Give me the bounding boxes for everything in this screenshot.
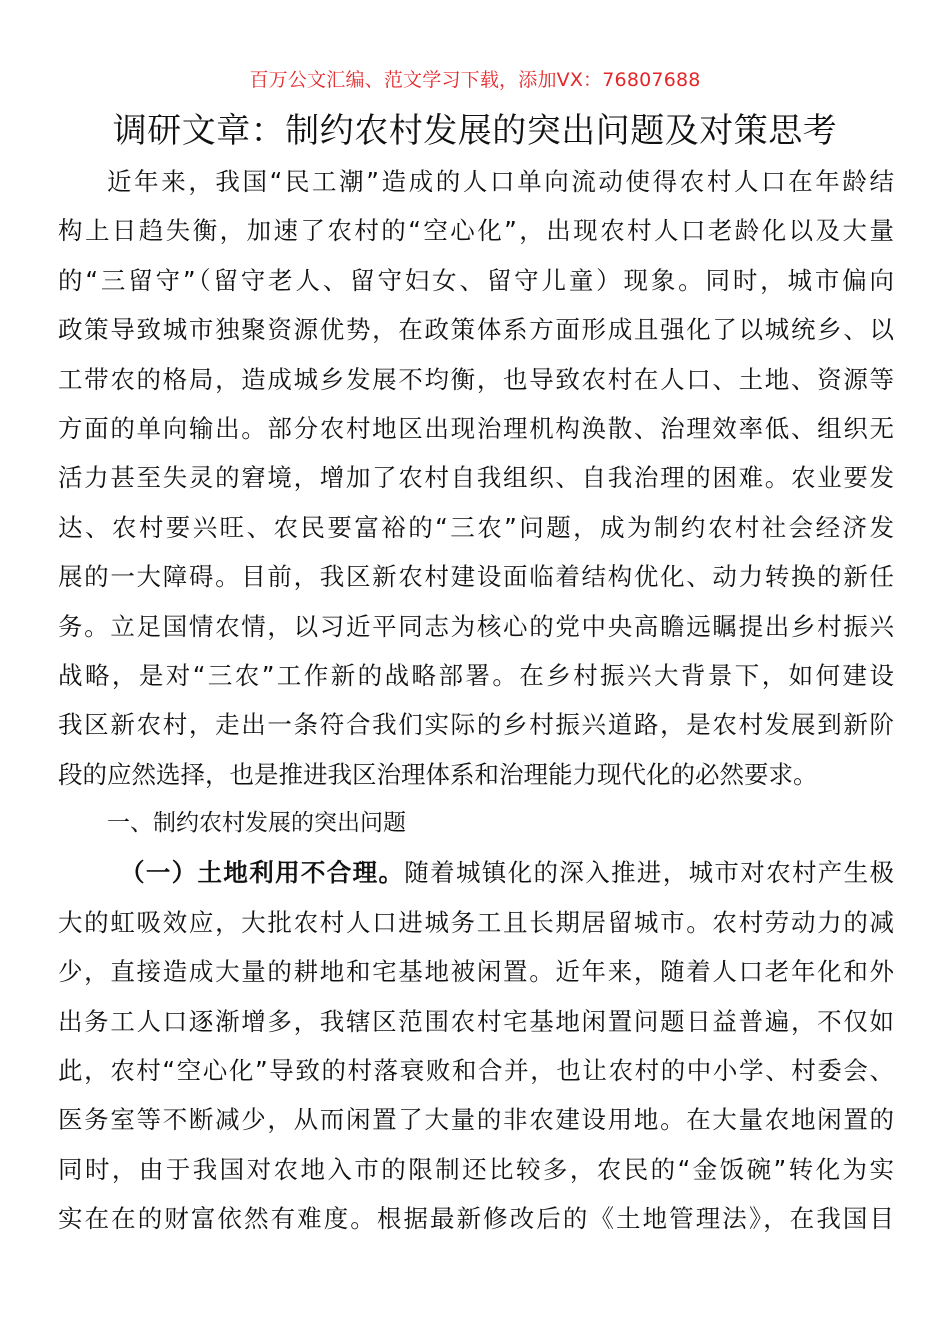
paragraph-line: 展的一大障碍。目前，我区新农村建设面临着结构优化、动力转换的新任 [58,562,894,592]
header-contact-note: 百万公文汇编、范文学习下载，添加VX：76807688 [249,69,701,91]
paragraph-line: 方面的单向输出。部分农村地区出现治理机构涣散、治理效率低、组织无 [58,413,894,443]
document-title: 调研文章：制约农村发展的突出问题及对策思考 [112,111,838,151]
section-heading: 一、制约农村发展的突出问题 [107,810,406,837]
paragraph-line: 政策导致城市独聚资源优势，在政策体系方面形成且强化了以城统乡、以 [58,315,894,345]
paragraph-line: 医务室等不断减少，从而闲置了大量的非农建设用地。在大量农地闲置的 [58,1105,894,1135]
paragraph-text: 随着城镇化的深入推进，城市对农村产生极 [404,858,895,888]
paragraph-line: 同时，由于我国对农地入市的限制还比较多，农民的“金饭碗”转化为实 [58,1154,894,1184]
paragraph-line: 务。立足国情农情，以习近平同志为核心的党中央高瞻远瞩提出乡村振兴 [58,611,894,641]
document-body [58,157,894,1244]
paragraph-line: 近年来，我国“民工潮”造成的人口单向流动使得农村人口在年龄结 [107,167,894,196]
paragraph-line: 的“三留守”（留守老人、留守妇女、留守儿童）现象。同时，城市偏向 [58,265,894,295]
paragraph-line: 少，直接造成大量的耕地和宅基地被闲置。近年来，随着人口老年化和外 [58,957,894,987]
paragraph-line: 工带农的格局，造成城乡发展不均衡，也导致农村在人口、土地、资源等 [58,364,894,394]
paragraph-line: 达、农村要兴旺、农民要富裕的“三农”问题，成为制约农村社会经济发 [58,512,894,542]
subsection-first-line [58,848,894,897]
paragraph-line: 我区新农村，走出一条符合我们实际的乡村振兴道路，是农村发展到新阶 [58,710,894,740]
paragraph-line: 此，农村“空心化”导致的村落衰败和合并，也让农村的中小学、村委会、 [58,1056,894,1086]
paragraph-line: 实在在的财富依然有难度。根据最新修改后的《土地管理法》，在我国目 [58,1204,894,1234]
paragraph-line: 活力甚至失灵的窘境，增加了农村自我组织、自我治理的困难。农业要发 [58,463,894,493]
subsection-heading: （一）土地利用不合理。 [120,858,405,888]
paragraph-line: 段的应然选择，也是推进我区治理体系和治理能力现代化的必然要求。 [58,759,818,789]
paragraph-line: 大的虹吸效应，大批农村人口进城务工且长期居留城市。农村劳动力的减 [58,907,894,937]
paragraph-line: 出务工人口逐渐增多，我辖区范围农村宅基地闲置问题日益普遍，不仅如 [58,1006,894,1036]
paragraph-line: 战略，是对“三农”工作新的战略部署。在乡村振兴大背景下，如何建设 [58,660,894,690]
paragraph-line: 构上日趋失衡，加速了农村的“空心化”，出现农村人口老龄化以及大量 [58,216,894,246]
